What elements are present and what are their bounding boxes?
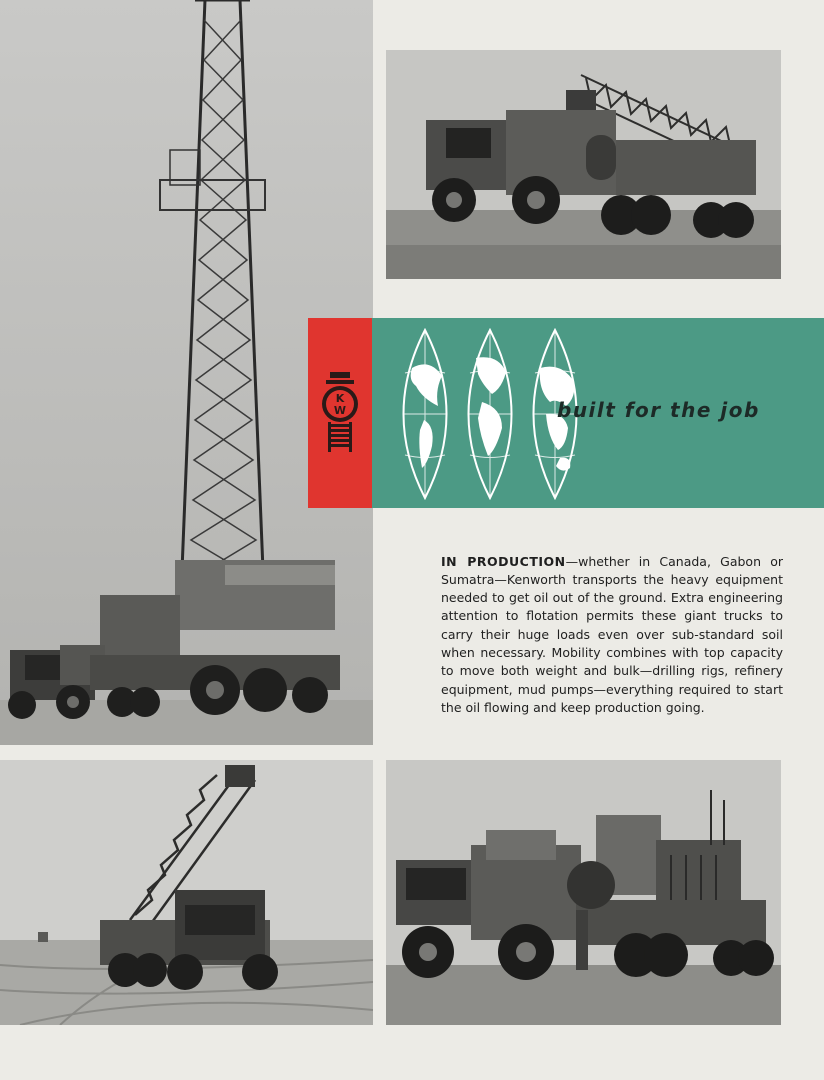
svg-text:K: K (335, 392, 345, 405)
equipment-truck-photo (386, 760, 781, 1025)
banner-tagline: built for the job (557, 398, 760, 422)
svg-text:W: W (333, 404, 347, 417)
rig-truck-photo (386, 50, 781, 279)
body-lead: IN PRODUCTION (441, 553, 566, 569)
body-paragraph (441, 553, 783, 718)
body-text: —whether in Canada, Gabon or Sumatra—Kenworth transports the heavy equipment needed to get oil out of the ground. Extra engineering attention to flotation permits these giant trucks to carry their huge loads even over sub-standard soil when necessary. Mobility combines with top capacity to move both weight and bulk—drilling rigs, refinery equipment, mud pumps—everything required to start the oil flowing and keep production going. (441, 553, 783, 715)
crane-truck-photo (0, 760, 373, 1025)
kenworth-logo-icon (318, 372, 362, 456)
